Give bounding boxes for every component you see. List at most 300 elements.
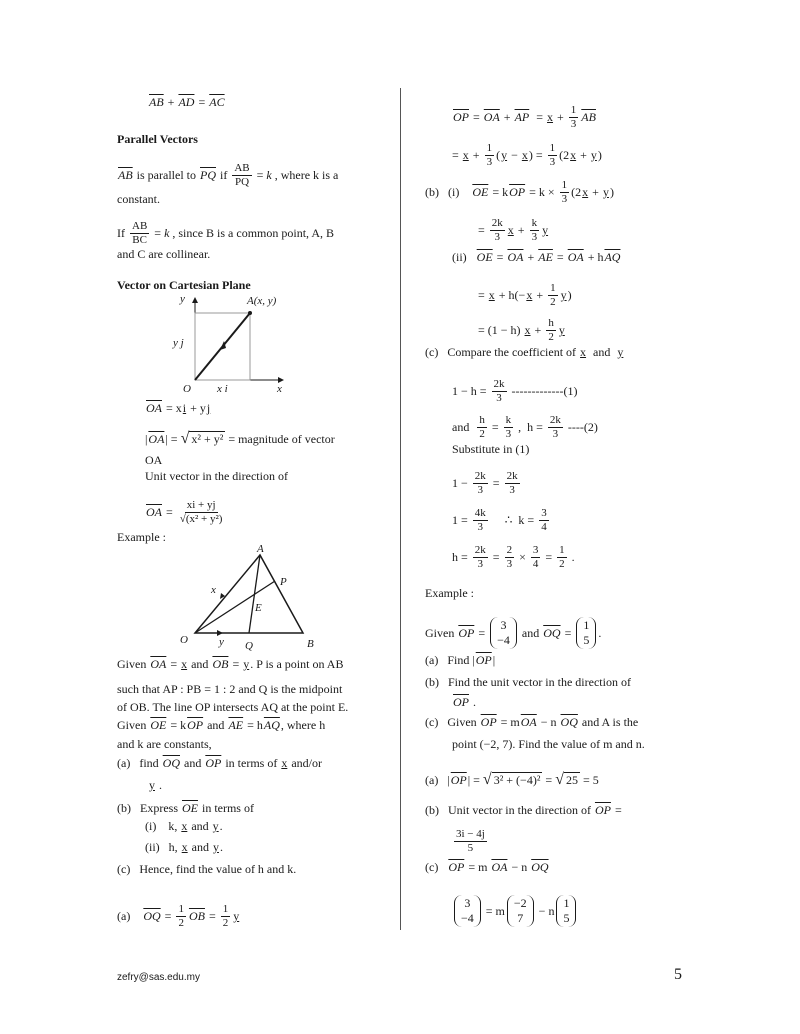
vector-entry: 7 (517, 911, 524, 925)
point-e-label: E (255, 602, 262, 614)
vector-entry: 5 (583, 633, 590, 647)
vector-symbol: $\overline{OB}$ (188, 909, 205, 923)
text-line (425, 675, 631, 690)
text-run: + (533, 288, 547, 302)
vector-symbol: $\overline{OA}$ (567, 250, 584, 264)
numerator: 2k (491, 217, 503, 229)
triangle-diagram (175, 543, 325, 655)
numerator: 3 (541, 507, 547, 519)
text-line (452, 142, 602, 169)
fraction (473, 507, 488, 534)
vertex-a-label: A (257, 543, 264, 555)
text-line (117, 530, 166, 545)
vector-variable: y (213, 840, 219, 854)
vector-variable: x (181, 840, 188, 854)
text-run: , where k is a (271, 168, 339, 182)
text-run: (ii) (452, 250, 476, 264)
text-run: = k (167, 718, 187, 732)
text-run: and C are collinear. (117, 247, 211, 261)
text-run: . (568, 550, 575, 564)
vector-symbol: $\overline{OP}$ (594, 803, 611, 817)
text-run: = m (465, 860, 491, 874)
vector-variable: x (281, 756, 288, 770)
y-axis-label: y (180, 293, 185, 305)
vector-variable: y (233, 909, 240, 923)
radical-sign: √ (555, 771, 564, 788)
x-component-label: x i (217, 383, 228, 395)
text-run: in terms of (198, 801, 254, 815)
fraction (492, 378, 507, 405)
text-line (117, 737, 212, 752)
vector-symbol: $\overline{AQ}$ (604, 250, 621, 264)
vector-symbol: $\overline{AB}$ (581, 110, 596, 124)
text-run: | = (165, 431, 181, 446)
vector-symbol: $\overline{AE}$ (538, 250, 553, 264)
radicand: 25 (565, 773, 578, 787)
text-line (117, 862, 296, 877)
denominator: 3 (531, 231, 538, 243)
text-run: and (188, 840, 212, 854)
vector-variable: j (206, 401, 211, 415)
text-line (117, 903, 240, 930)
text-run: + (500, 110, 514, 124)
vertex-b-label: B (307, 638, 314, 650)
text-run: ) (597, 148, 602, 162)
text-run: -------------(1) (508, 384, 578, 398)
text-run: = (493, 250, 507, 264)
numerator: h (479, 414, 485, 426)
vector-y-label: y (219, 636, 224, 648)
fraction (560, 179, 570, 206)
text-run: = (530, 110, 547, 124)
text-run: Given (117, 657, 150, 671)
numerator: 3i − 4j (456, 828, 485, 840)
text-run: (c) (425, 860, 448, 874)
text-run: ( (496, 148, 501, 162)
section-heading: Parallel Vectors (117, 132, 198, 146)
numerator: 4k (474, 507, 486, 519)
vector-variable: y (560, 288, 567, 302)
denominator: 3 (505, 428, 512, 440)
text-line (452, 895, 578, 927)
text-line (425, 617, 601, 649)
fraction (490, 217, 505, 244)
cartesian-plane-diagram (165, 288, 295, 398)
text-run: ∴ k = (489, 513, 538, 527)
text-line (452, 378, 578, 405)
denominator: 3 (486, 156, 493, 168)
numerator: k (531, 217, 538, 229)
numerator: 2k (493, 378, 505, 390)
text-run: = (488, 420, 502, 434)
vector-x-label: x (211, 584, 216, 596)
text-line (117, 718, 325, 733)
vector-symbol: $\overline{OE}$ (476, 250, 493, 264)
origin-label: O (183, 383, 191, 395)
vector-symbol: $\overline{PQ}$ (200, 168, 216, 182)
numerator: 3 (532, 544, 539, 556)
numerator: 1 (486, 142, 493, 154)
numerator: xi + yj (186, 499, 216, 511)
numerator: 1 (559, 544, 565, 556)
text-line (145, 453, 162, 468)
vector-symbol: $\overline{OA}$ (150, 657, 167, 671)
text-run: = k (489, 185, 509, 199)
text-run: Substitute in (1) (452, 442, 530, 456)
text-line (117, 756, 322, 771)
text-line (117, 700, 348, 715)
text-run: = (1 − h) (478, 323, 524, 337)
text-line (425, 771, 599, 789)
text-run: − (508, 148, 521, 162)
vertex-o-label: O (180, 634, 188, 646)
text-run: = (163, 505, 176, 519)
text-line (425, 715, 638, 730)
vector-variable: y (542, 223, 549, 237)
text-run: (i) k, (145, 819, 181, 833)
vector-entry: −2 (513, 896, 527, 910)
text-line (452, 442, 529, 457)
text-run: = (561, 625, 575, 640)
vector-variable: x (181, 819, 188, 833)
numerator: 1 (549, 142, 556, 154)
vector-symbol: $\overline{OQ}$ (531, 860, 549, 874)
section-heading: Vector on Cartesian Plane (117, 278, 251, 292)
text-run: ----(2) (564, 420, 598, 434)
text-run: + (589, 185, 602, 199)
text-line (425, 179, 614, 206)
vector-symbol: $\overline{OQ}$ (543, 625, 561, 640)
text-run: + (514, 223, 528, 237)
fraction (178, 499, 225, 526)
text-run: = (253, 168, 267, 182)
denominator: 2 (548, 331, 554, 343)
text-run: + (469, 148, 483, 162)
text-run: ) = (528, 148, 546, 162)
text-run: (a) find (117, 756, 162, 770)
text-run: Given (425, 625, 458, 640)
vector-symbol: $\overline{OP}$ (448, 860, 465, 874)
text-run: − n (508, 860, 531, 874)
numerator: 2k (474, 544, 486, 556)
vector-entry: 3 (464, 896, 471, 910)
text-line (117, 247, 210, 262)
vector-variable: i (182, 401, 187, 415)
numerator: 2 (506, 544, 513, 556)
text-run: = (470, 110, 483, 124)
fraction (505, 470, 520, 497)
text-run: = (542, 772, 556, 787)
text-run: in terms of (222, 756, 281, 770)
text-run: and (188, 657, 212, 671)
text-line (425, 586, 474, 601)
text-run: . (156, 778, 162, 792)
page-number: 5 (674, 966, 682, 983)
vector-symbol: $\overline{OA}$ (146, 505, 162, 519)
fraction (504, 414, 514, 441)
text-line (117, 682, 342, 697)
text-run: = (478, 223, 488, 237)
vector-variable: x (488, 288, 495, 302)
denominator: 3 (561, 193, 568, 205)
vector-symbol: $\overline{AC}$ (209, 95, 225, 109)
text-line (145, 430, 335, 448)
vector-symbol: $\overline{OB}$ (212, 657, 229, 671)
fraction (454, 828, 487, 855)
vector-variable: x (462, 148, 469, 162)
denominator: 3 (549, 156, 556, 168)
vector-symbol: $\overline{OA}$ (491, 860, 508, 874)
text-run: . (470, 695, 476, 709)
square-root (483, 771, 543, 789)
fraction (530, 217, 540, 244)
numerator: 2k (549, 414, 561, 426)
text-run: = (205, 909, 219, 923)
text-run: ) (609, 185, 614, 199)
text-run: Given (117, 718, 150, 732)
denominator: 5 (467, 842, 474, 854)
text-run: and (587, 345, 617, 359)
vector-symbol: $\overline{AD}$ (178, 95, 195, 109)
vector-symbol: $\overline{OP}$ (453, 110, 469, 124)
fraction (546, 317, 556, 344)
text-run: of OB. The line OP intersects AQ at the point E. (117, 700, 349, 714)
text-line (117, 220, 334, 247)
text-line (425, 345, 624, 360)
text-run: . (598, 625, 602, 640)
vector-entry: 1 (583, 618, 590, 632)
text-run: (c) Given (425, 715, 480, 729)
vector-variable: x (582, 185, 589, 199)
text-run: | = (467, 772, 483, 787)
numerator: AB (234, 162, 250, 174)
text-line (452, 104, 597, 131)
text-line (452, 544, 575, 571)
text-run: | (492, 653, 496, 667)
denominator: 3 (570, 118, 577, 130)
text-run: − n (537, 715, 560, 729)
text-line (145, 499, 226, 526)
text-run: + h (584, 250, 604, 264)
text-line (452, 470, 522, 497)
text-run: = (478, 288, 488, 302)
footer-email: zefry@sas.edu.my (117, 972, 200, 983)
denominator: 4 (532, 558, 539, 570)
text-run: 1 = (452, 513, 471, 527)
vector-variable: x (507, 223, 514, 237)
denominator: 2 (559, 558, 565, 570)
text-run: (c) Hence, find the value of h and k. (117, 862, 297, 876)
text-line (452, 414, 598, 441)
radicand: x² + y² (191, 432, 224, 446)
text-line (452, 737, 645, 752)
text-run: = (475, 625, 489, 640)
text-run: = (489, 550, 503, 564)
text-run: + (164, 95, 178, 109)
text-run: 1 − h = (452, 384, 490, 398)
fraction (505, 544, 515, 571)
vector-symbol: $\overline{OP}$ (187, 718, 204, 732)
numerator: 2k (474, 470, 486, 482)
vector-variable: x (570, 148, 577, 162)
text-run: and (204, 718, 228, 732)
text-run: and (188, 819, 212, 833)
vector-symbol: $\overline{OP}$ (205, 756, 222, 770)
text-run: 1 − (452, 476, 471, 490)
text-line (452, 828, 489, 855)
text-run: and (518, 625, 543, 640)
vector-variable: y (617, 345, 624, 359)
vector-variable: x (181, 657, 188, 671)
denominator: 2 (222, 917, 229, 929)
vector-symbol: $\overline{OA}$ (507, 250, 524, 264)
vector-entry: −4 (461, 911, 474, 925)
text-run: = (553, 250, 567, 264)
denominator: 3 (477, 558, 484, 570)
vector-entry: 1 (563, 896, 570, 910)
denominator: 2 (178, 917, 184, 929)
fraction (531, 544, 541, 571)
text-run: (ii) h, (145, 840, 181, 854)
vector-symbol: $\overline{AB}$ (149, 95, 164, 109)
math-variable: k (266, 168, 272, 182)
vector-variable: y (501, 148, 508, 162)
vector-symbol: $\overline{AE}$ (228, 718, 244, 732)
point-p-label: P (280, 576, 287, 588)
denominator: 3 (552, 428, 559, 440)
fraction (557, 544, 567, 571)
vector-symbol: $\overline{OP}$ (458, 625, 475, 640)
text-run: Example : (425, 586, 474, 600)
text-run: = x (163, 401, 182, 415)
text-line (452, 695, 476, 710)
y-component-label: y j (173, 337, 184, 349)
column-vector (556, 895, 576, 927)
text-run: OA (145, 453, 163, 467)
text-run: = (452, 148, 462, 162)
text-run: − n (535, 903, 555, 918)
numerator: AB (132, 220, 148, 232)
text-run: + (524, 250, 538, 264)
vector-entry: 3 (500, 618, 507, 632)
fraction (130, 220, 149, 247)
denominator: 3 (477, 484, 484, 496)
text-line (148, 95, 226, 110)
text-run: If (117, 226, 128, 240)
denominator: 4 (541, 521, 547, 533)
text-run: . (219, 819, 223, 833)
denominator: √(x² + y²) (179, 513, 223, 525)
text-run: (b) Express (117, 801, 181, 815)
text-run: constant. (117, 192, 160, 206)
vector-symbol: $\overline{OA}$ (483, 110, 500, 124)
text-run: = (151, 226, 165, 240)
vector-symbol: $\overline{OQ}$ (143, 909, 161, 923)
x-axis-label: x (277, 383, 282, 395)
vector-symbol: $\overline{OE}$ (150, 718, 167, 732)
point-label: A(x, y) (247, 295, 277, 307)
text-line (117, 132, 198, 147)
text-run: = (161, 909, 175, 923)
text-run: = m (482, 903, 505, 918)
text-line (117, 801, 254, 816)
numerator: k (505, 414, 512, 426)
fraction (548, 414, 563, 441)
text-run: = (229, 657, 243, 671)
vector-entry: 5 (563, 911, 570, 925)
vector-symbol: $\overline{OQ}$ (560, 715, 578, 729)
text-line (425, 653, 495, 668)
numerator: 1 (561, 179, 568, 191)
column-divider (400, 88, 401, 930)
text-run: , where h (280, 718, 326, 732)
numerator: 2k (506, 470, 518, 482)
square-root (181, 430, 226, 448)
vector-symbol: $\overline{OP}$ (475, 653, 492, 667)
text-run: if (217, 168, 231, 182)
text-run: Example : (117, 530, 166, 544)
text-line (478, 317, 566, 344)
column-vector (576, 617, 596, 649)
fraction (569, 104, 579, 131)
point-q-label: Q (245, 640, 253, 652)
text-line (478, 282, 572, 309)
text-run: point (−2, 7). Find the value of m and n. (452, 737, 645, 751)
vector-symbol: $\overline{OP}$ (509, 185, 526, 199)
denominator: 3 (509, 484, 515, 496)
fraction (539, 507, 549, 534)
denominator: 3 (496, 392, 502, 404)
text-run: = (611, 803, 622, 817)
text-run: = (195, 95, 209, 109)
text-line (117, 657, 343, 672)
text-line (425, 860, 550, 875)
vector-symbol: $\overline{OE}$ (181, 801, 198, 815)
vector-symbol: $\overline{OA}$ (520, 715, 537, 729)
vector-variable: x (580, 345, 587, 359)
text-run: and (452, 420, 476, 434)
text-run: = h (244, 718, 263, 732)
denominator: 2 (479, 428, 485, 440)
vector-variable: y (558, 323, 565, 337)
vector-variable: y (243, 657, 250, 671)
text-line (145, 469, 288, 484)
text-run: (a) | (425, 772, 450, 787)
text-line (117, 192, 160, 207)
text-line (452, 250, 621, 265)
denominator: 3 (477, 521, 484, 533)
numerator: 1 (222, 903, 229, 915)
text-run: = magnitude of vector (225, 431, 335, 446)
text-line (425, 803, 622, 818)
text-line (145, 401, 211, 416)
text-run: = (542, 550, 556, 564)
text-run: × (516, 550, 529, 564)
text-run: + h(− (495, 288, 526, 302)
vector-symbol: $\overline{OP}$ (453, 695, 469, 709)
vector-symbol: $\overline{OP}$ (480, 715, 497, 729)
numerator: 1 (178, 903, 184, 915)
denominator: 2 (550, 296, 556, 308)
text-run: and (181, 756, 205, 770)
vector-variable: y (212, 819, 219, 833)
column-vector (454, 895, 481, 927)
text-run: is parallel to (133, 168, 199, 182)
text-run: (b) Find the unit vector in the direction of (425, 675, 631, 689)
fraction (232, 162, 251, 189)
numerator: 1 (550, 282, 556, 294)
text-run: + (531, 323, 545, 337)
